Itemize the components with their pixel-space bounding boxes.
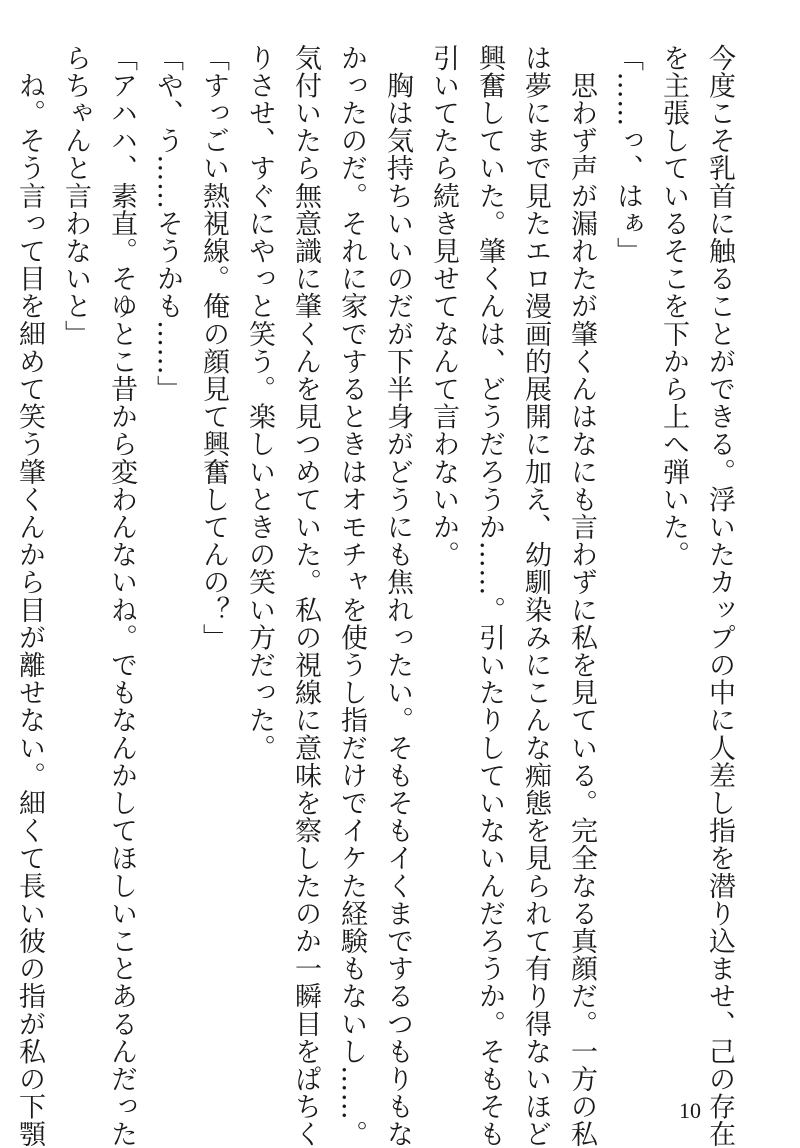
text-line-16: ね。そう言って目を細めて笑う肇くんから目が離せない。細くて長い彼の指が私の下顎 xyxy=(14,44,45,1148)
text-line-4: 思わず声が漏れたが肇くんはなにも言わずに私を見ている。完全なる真顔だ。一方の私 xyxy=(566,44,597,1148)
text-line-1: 今度こそ乳首に触ることができる。浮いたカップの中に人差し指を潜り込ませ、己の存在 xyxy=(704,44,735,1148)
text-line-2: を主張しているそこを下から上へ弾いた。 xyxy=(658,44,689,569)
text-line-13: 「や、う……そうかも……」 xyxy=(152,44,183,403)
text-line-5: は夢にまで見たエロ漫画的展開に加え、幼馴染みにこんな痴態を見られて有り得ないほど xyxy=(520,44,551,1148)
text-line-3: 「……っ、はぁ」 xyxy=(612,44,643,265)
page-number: 10 xyxy=(679,1098,701,1123)
text-line-10: 気付いたら無意識に肇くんを見つめていた。私の視線に意味を察したのか一瞬目をぱちく xyxy=(290,44,321,1148)
text-line-12: 「すっごい熱視線。俺の顔見て興奮してんの？」 xyxy=(198,44,229,652)
text-line-6: 興奮していた。肇くんは、どうだろうか……。引いたりしていないんだろうか。そもそも xyxy=(474,44,505,1148)
text-line-7: 引いてたら続き見せてなんて言わないか。 xyxy=(428,44,459,569)
text-line-9: かったのだ。それに家でするときはオモチャを使うし指だけでイケた経験もないし……。 xyxy=(336,44,367,1148)
text-line-11: りさせ、すぐにやっと笑う。楽しいときの笑い方だった。 xyxy=(244,44,275,762)
text-line-15: らちゃんと言わないと」 xyxy=(60,44,91,348)
text-line-8: 胸は気持ちいいのだが下半身がどうにも焦れったい。そもそもイくまでするつもりもな xyxy=(382,44,413,1148)
text-line-14: 「アハハ、素直。そゆとこ昔から変わんないね。でもなんかしてほしいことあるんだった xyxy=(106,44,137,1148)
